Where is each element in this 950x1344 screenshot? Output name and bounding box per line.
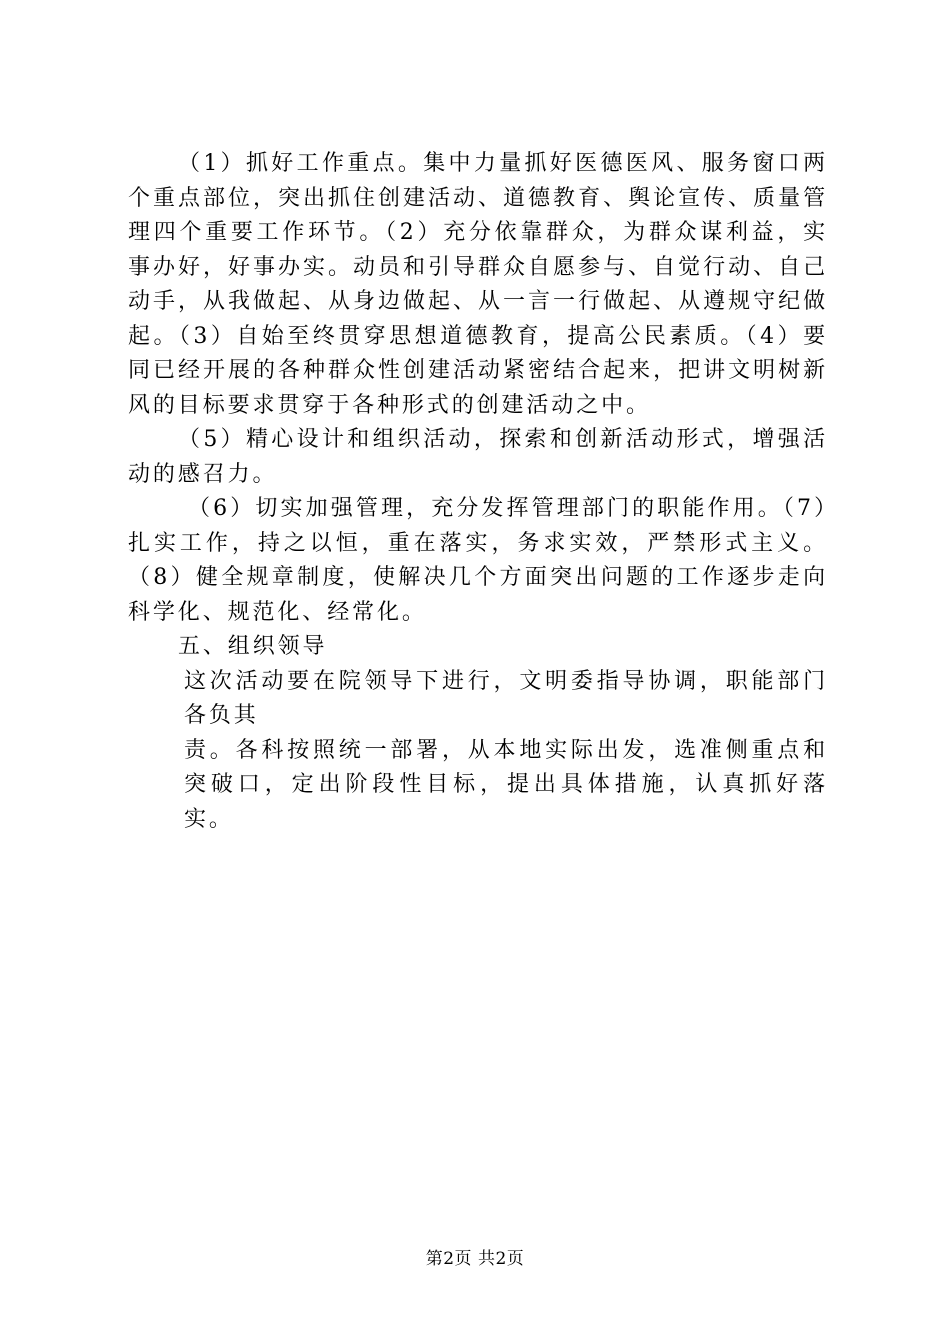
paragraph-2: （5）精心设计和组织活动，探索和创新活动形式，增强活动的感召力。 [128, 427, 828, 487]
paragraph-3: （6）切实加强管理，充分发挥管理部门的职能作用。（7）扎实工作，持之以恒，重在落实，务求实效，严禁形式主义。（8）健全规章制度，使解决几个方面突出问题的工作逐步走向科学化、规范化、经常化。 [128, 496, 828, 625]
section-heading: 五、组织领导 [178, 634, 328, 659]
paragraph-1: （1）抓好工作重点。集中力量抓好医德医风、服务窗口两个重点部位，突出抓住创建活动、道德教育、舆论宣传、质量管理四个重要工作环节。（2）充分依靠群众，为群众谋利益，实事办好，好事办实。动员和引导群众自愿参与、自觉行动、自己动手，从我做起、从身边做起、从一言一行做起、从遵规守纪做起。（3）自始至终贯穿思想道德教育，提高公民素质。（4）要同已经开展的各种群众性创建活动紧密结合起来，把讲文明树新风的目标要求贯穿于各种形式的创建活动之中。 [128, 151, 828, 418]
paragraph-4: 这次活动要在院领导下进行，文明委指导协调，职能部门各负其 [184, 668, 828, 728]
page-number-footer: 第2页 共2页 [425, 1249, 525, 1269]
document-body [128, 147, 828, 837]
paragraph-5: 责。各科按照统一部署，从本地实际出发，选准侧重点和突破口，定出阶段性目标，提出具体措施，认真抓好落实。 [184, 737, 828, 832]
